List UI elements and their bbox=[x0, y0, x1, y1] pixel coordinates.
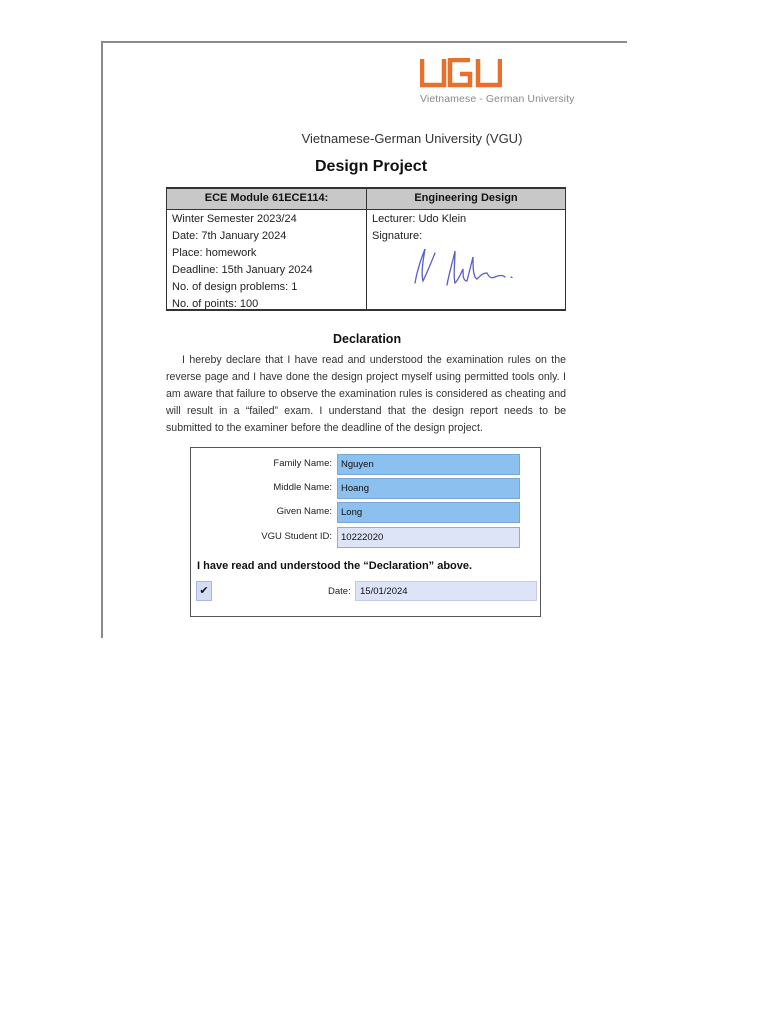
confirmation-text: I have read and understood the “Declaration” above. bbox=[197, 560, 473, 572]
vgu-logo-mark bbox=[420, 58, 502, 88]
middle-name-row bbox=[191, 478, 540, 499]
page-top-edge bbox=[101, 41, 627, 43]
document-title: Design Project bbox=[315, 158, 428, 175]
vgu-logo bbox=[420, 58, 575, 108]
family-name-field[interactable]: Nguyen bbox=[337, 454, 520, 475]
problem-count: No. of design problems: 1 bbox=[172, 281, 298, 293]
middle-name-field[interactable]: Hoang bbox=[337, 478, 520, 499]
given-name-row bbox=[191, 502, 540, 523]
semester: Winter Semester 2023/24 bbox=[172, 213, 297, 225]
middle-name-label: Middle Name: bbox=[273, 482, 332, 493]
date-label: Date: bbox=[328, 586, 351, 597]
student-id-label: VGU Student ID: bbox=[261, 531, 332, 542]
points: No. of points: 100 bbox=[172, 298, 259, 310]
declaration-text: I hereby declare that I have read and understood the examination rules on the reverse page and I have done the design project myself using permitted tools only. I am aware that failure to observe the examination rules is considered as cheating and will result in a “failed” exam. I understand that the design report needs to be submitted to the examiner before the deadline of the design project. bbox=[166, 354, 566, 434]
signature-label: Signature: bbox=[372, 230, 423, 242]
exam-date: Date: 7th January 2024 bbox=[172, 230, 287, 242]
student-id-field[interactable]: 10222020 bbox=[337, 527, 520, 548]
student-form bbox=[190, 447, 541, 617]
family-name-row bbox=[191, 454, 540, 475]
declaration-title: Declaration bbox=[333, 332, 402, 346]
exam-details bbox=[172, 211, 313, 313]
declaration-checkbox[interactable]: ✔ bbox=[196, 581, 212, 601]
module-info-table bbox=[166, 187, 566, 311]
module-name: Engineering Design bbox=[414, 192, 518, 204]
lecturer: Lecturer: Udo Klein bbox=[372, 213, 467, 225]
deadline: Deadline: 15th January 2024 bbox=[172, 264, 313, 276]
family-name-label: Family Name: bbox=[273, 458, 332, 469]
logo-subtitle: Vietnamese - German University bbox=[420, 93, 575, 105]
exam-place: Place: homework bbox=[172, 247, 257, 259]
given-name-label: Given Name: bbox=[276, 506, 332, 517]
column-divider bbox=[366, 189, 367, 309]
module-code: ECE Module 61ECE114: bbox=[204, 192, 329, 204]
given-name-field[interactable]: Long bbox=[337, 502, 520, 523]
handwritten-signature bbox=[407, 239, 527, 299]
university-name: Vietnamese-German University (VGU) bbox=[301, 131, 523, 146]
date-field[interactable]: 15/01/2024 bbox=[355, 581, 537, 601]
student-id-row bbox=[191, 527, 540, 548]
